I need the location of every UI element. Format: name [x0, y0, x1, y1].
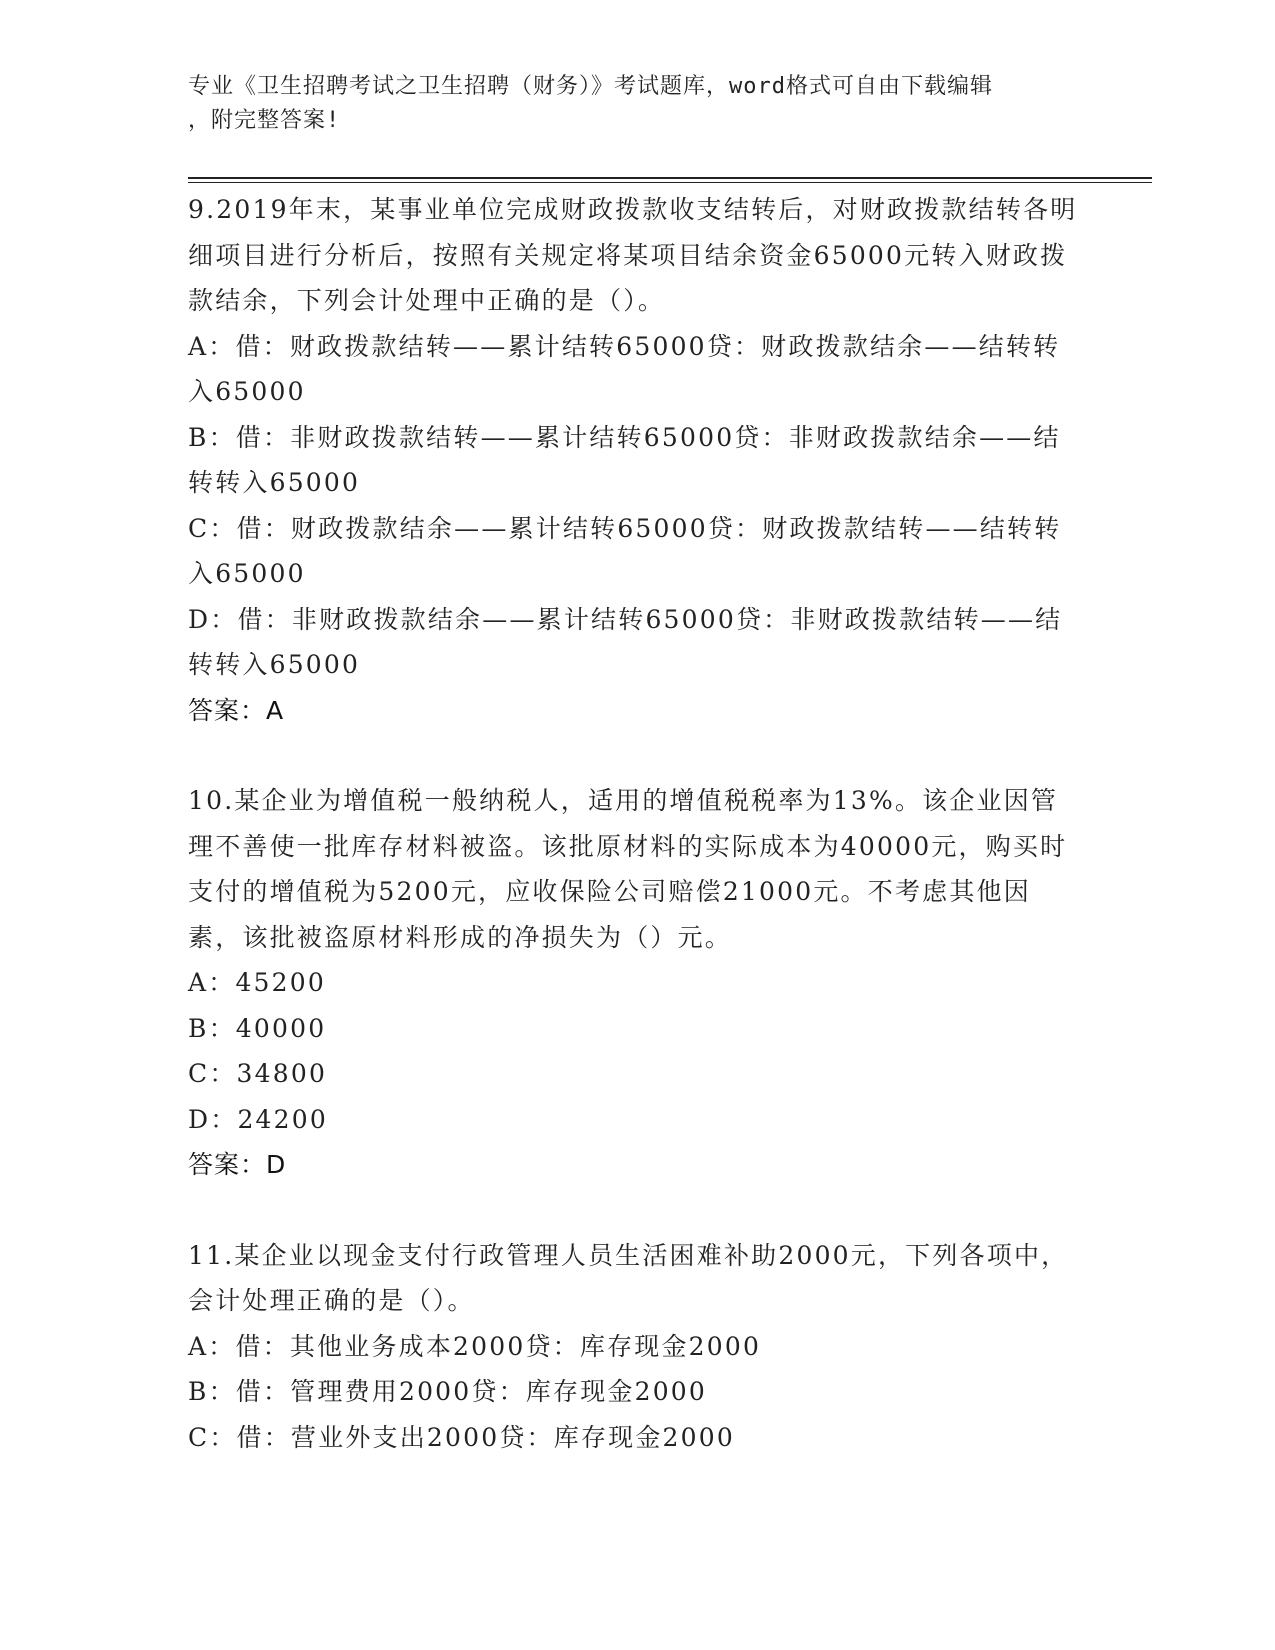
header-title-line-1: 专业《卫生招聘考试之卫生招聘（财务）》考试题库，word格式可自由下载编辑	[188, 74, 993, 99]
question-10	[188, 778, 1078, 1188]
question-9	[188, 187, 1078, 733]
option-c: C：借：财政拨款结余——累计结转65000贷：财政拨款结转——结转转入65000	[188, 513, 1062, 588]
option-b: B：借：非财政拨款结转——累计结转65000贷：非财政拨款结余——结转转入65000	[188, 422, 1061, 497]
option-b: B：40000	[188, 1013, 327, 1043]
question-stem: 10.某企业为增值税一般纳税人，适用的增值税税率为13%。该企业因管理不善使一批库存材料被盗。该批原材料的实际成本为40000元，购买时支付的增值税为5200元，应收保险公司赔偿21000元。不考虑其他因素，该批被盗原材料形成的净损失为（）元。	[188, 786, 1068, 952]
question-stem: 11.某企业以现金支付行政管理人员生活困难补助2000元，下列各项中，会计处理正确的是（）。	[188, 1240, 1069, 1315]
header-title-line-2: ，附完整答案!	[188, 108, 341, 133]
document-header	[188, 70, 1068, 138]
option-b: B：借：管理费用2000贷：库存现金2000	[188, 1377, 708, 1406]
option-c: C：34800	[188, 1059, 328, 1088]
question-stem: 9.2019年末，某事业单位完成财政拨款收支结转后，对财政拨款结转各明细项目进行分析后，按照有关规定将某项目结余资金65000元转入财政拨款结余，下列会计处理中正确的是（）。	[188, 195, 1078, 315]
answer-label: 答案：A	[188, 695, 285, 725]
header-divider	[188, 177, 1152, 183]
option-d: D：借：非财政拨款结余——累计结转65000贷：非财政拨款结转——结转转入65000	[188, 604, 1063, 679]
option-a: A：45200	[188, 968, 326, 997]
question-list	[188, 187, 1078, 1505]
answer-label: 答案：D	[188, 1150, 287, 1179]
question-11	[188, 1233, 1078, 1461]
option-d: D：24200	[188, 1104, 328, 1134]
option-a: A：借：其他业务成本2000贷：库存现金2000	[188, 1331, 762, 1361]
option-a: A：借：财政拨款结转——累计结转65000贷：财政拨款结余——结转转入65000	[188, 331, 1061, 406]
option-c: C：借：营业外支出2000贷：库存现金2000	[188, 1422, 735, 1452]
